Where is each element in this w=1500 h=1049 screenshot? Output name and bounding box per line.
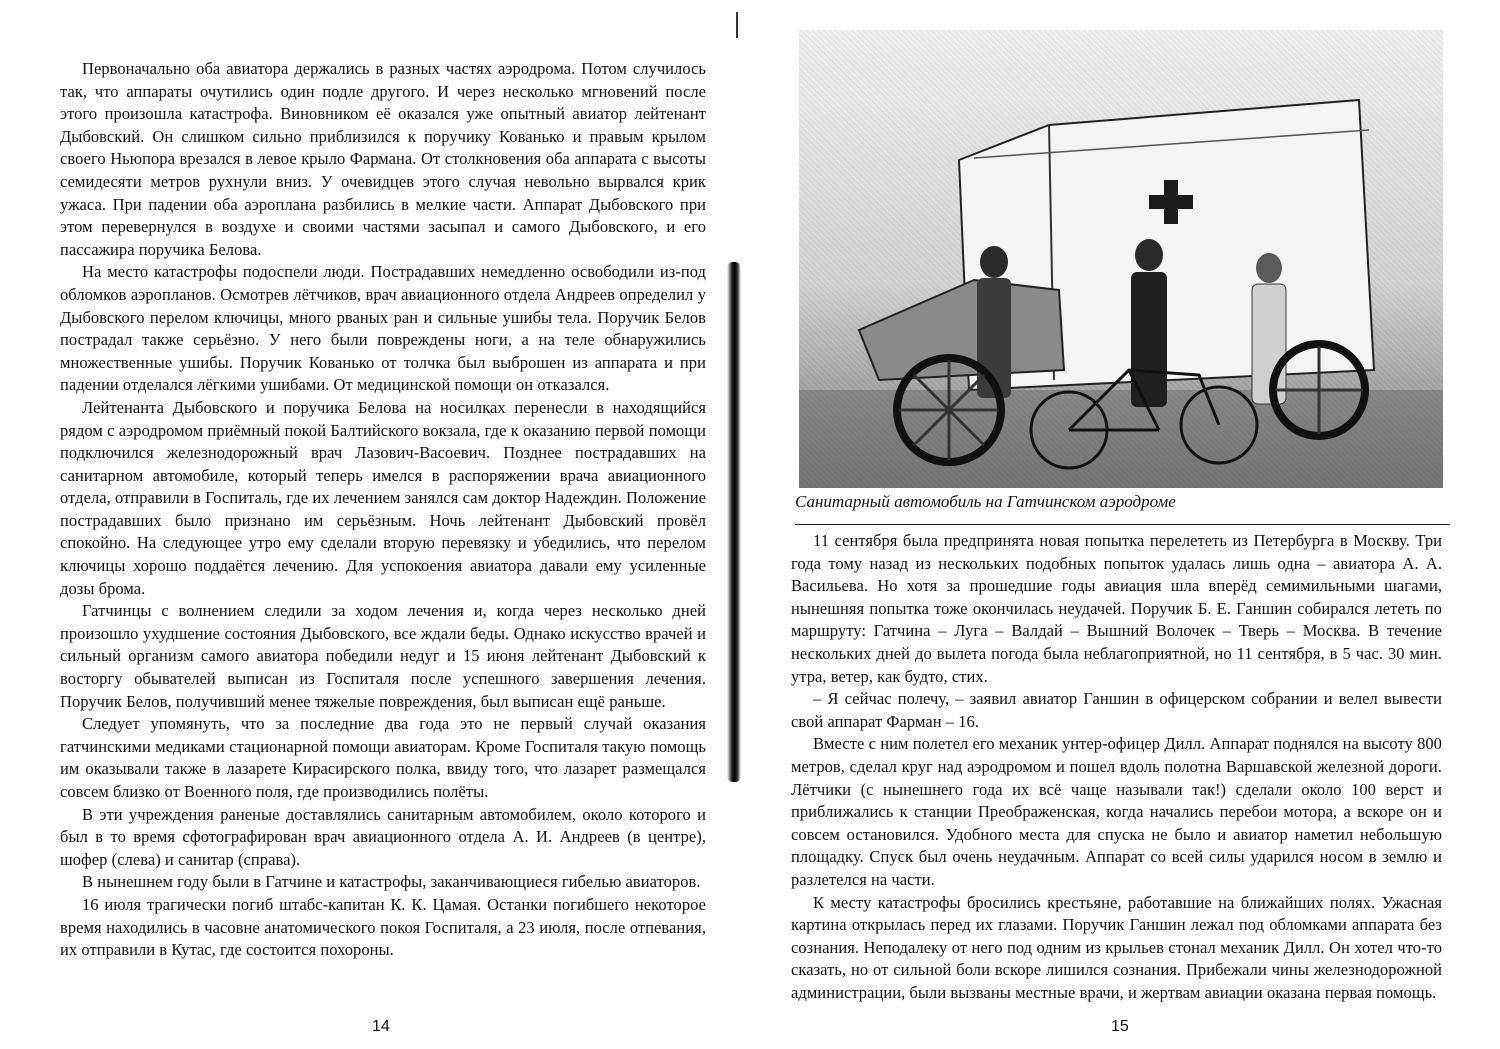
- paragraph: 16 июля трагически погиб штабс-капитан К. К. Цамая. Останки погибшего некоторое время находились в часовне анатомического покоя Госпиталя, а 23 июля, после отпевания, их отправили в Кутас, где состоится похороны.: [60, 894, 706, 960]
- paragraph: Следует упомянуть, что за последние два года это не первый случай оказания гатчинскими медиками стационарной помощи авиаторам. Кроме Госпиталя такую помощь им оказывали также в лазарете Кирасирского полка, ввиду того, что лазарет размещался совсем близко от Военного поля, где производились полёты.: [60, 714, 706, 801]
- page-number-right: 15: [1111, 1018, 1129, 1035]
- binding-tick-mark: [736, 12, 738, 38]
- gutter-shadow: [727, 262, 741, 782]
- ambulance-photo: [799, 30, 1443, 488]
- left-text-column: [60, 58, 706, 962]
- page-number-left: 14: [372, 1018, 390, 1035]
- right-text-column: [791, 530, 1442, 1004]
- paragraph: 11 сентября была предпринята новая попытка перелететь из Петербурга в Москву. Три года тому назад из нескольких подобных попыток удалась лишь одна – авиатора А. А. Васильева. Но хотя за прошедшие годы авиация шла вперёд семимильными шагами, нынешняя попытка тоже окончилась неудачей. Поручик Б. Е. Ганшин собирался лететь по маршруту: Гатчина – Луга – Валдай – Вышний Волочек – Тверь – Москва. В течение нескольких дней до вылета погода была неблагоприятной, но 11 сентября, в 5 час. 30 мин. утра, ветер, как будто, стих.: [791, 531, 1442, 686]
- ambulance-illustration: [799, 30, 1443, 488]
- paragraph: Вместе с ним полетел его механик унтер-офицер Дилл. Аппарат поднялся на высоту 800 метров, сделал круг над аэродромом и пошел вдоль полотна Варшавской железной дороги. Лётчики (с нынешнего года их всё чаще называли так!) сделали около 100 верст и приближались к станции Преображенская, когда начались перебои мотора, а вскоре он и совсем остановился. Удобного места для спуска не было и авиатор наметил небольшую площадку. Спуск был очень неудачным. Аппарат со всей силы ударился носом в землю и разлетелся на части.: [791, 734, 1442, 889]
- paragraph: В нынешнем году были в Гатчине и катастрофы, заканчивающиеся гибелью авиаторов.: [82, 872, 701, 892]
- left-page: [0, 0, 745, 1049]
- paragraph: В эти учреждения раненые доставлялись санитарным автомобилем, около которого и был в то время сфотографирован врач авиационного отдела А. И. Андреев (в центре), шофер (слева) и санитар (справа).: [60, 804, 706, 869]
- paragraph: На место катастрофы подоспели люди. Пострадавших немедленно освободили из-под обломков аэропланов. Осмотрев лётчиков, врач авиационного отдела Андреев определил у Дыбовского перелом ключицы, много рваных ран и сильные ушибы тела. Поручик Белов пострадал также серьёзно. У него были повреждены ноги, а на теле обнаружились множественные ушибы. Поручик Кованько от толчка был выброшен из аппарата и при падении отделался лёгкими ушибами. От медицинской помощи он отказался.: [60, 262, 706, 395]
- paragraph: К месту катастрофы бросились крестьяне, работавшие на ближайших полях. Ужасная картина открылась перед их глазами. Поручик Ганшин лежал под обломками аппарата без сознания. Неподалеку от него под одним из крыльев стонал механик Дилл. Он хотел что-то сказать, но от сильной боли вскоре лишился сознания. Прибежали чины железнодорожной администрации, были вызваны местные врачи, и жертвам авиации оказана первая помощь.: [791, 892, 1442, 1002]
- paragraph: – Я сейчас полечу, – заявил авиатор Ганшин в офицерском собрании и велел вывести свой аппарат Фарман – 16.: [791, 689, 1442, 731]
- right-page: [745, 0, 1500, 1049]
- paragraph: Гатчинцы с волнением следили за ходом лечения и, когда через несколько дней произошло ухудшение состояния Дыбовского, все ждали беды. Однако искусство врачей и сильный организм самого авиатора победили недуг и 15 июня лейтенант Дыбовский к восторгу обывателей выписан из Госпиталя после успешного завершения лечения. Поручик Белов, получивший менее тяжелые повреждения, был выписан ещё раньше.: [60, 601, 706, 711]
- paragraph: Лейтенанта Дыбовского и поручика Белова на носилках перенесли в находящийся рядом с аэродромом приёмный покой Балтийского вокзала, где к оказанию первой помощи подключился железнодорожный врач Лазович-Васоевич. Позднее пострадавших на санитарном автомобиле, который теперь имелся в распоряжении врача авиационного отдела, отправили в Госпиталь, где их лечением занялся сам доктор Надеждин. Положение пострадавших было признано им серьёзным. Ночь лейтенант Дыбовский провёл спокойно. На следующее утро ему сделали вторую перевязку и убедились, что перелом ключицы хорошо поддаётся лечению. Для успокоения авиатора давали ему усиленные дозы брома.: [60, 397, 706, 598]
- paragraph: Первоначально оба авиатора держались в разных частях аэродрома. Потом случилось так, что аппараты очутились один подле другого. И через несколько мгновений после этого произошла катастрофа. Виновником её оказался уже опытный авиатор лейтенант Дыбовский. Он слишком сильно приблизился к поручику Кованько и правым крылом своего Ньюпора врезался в левое крыло Фармана. От столкновения оба аппарата с высоты семидесяти метров рухнули вниз. У очевидцев этого случая невольно вырвался крик ужаса. При падении оба аэроплана разбились в мелкие части. Аппарат Дыбовского при этом перевернулся в воздухе и своими частями засыпал и самого Дыбовского, и его пассажира поручика Белова.: [60, 59, 706, 259]
- caption-divider: [795, 524, 1450, 525]
- photo-caption: Санитарный автомобиль на Гатчинском аэродроме: [795, 492, 1176, 511]
